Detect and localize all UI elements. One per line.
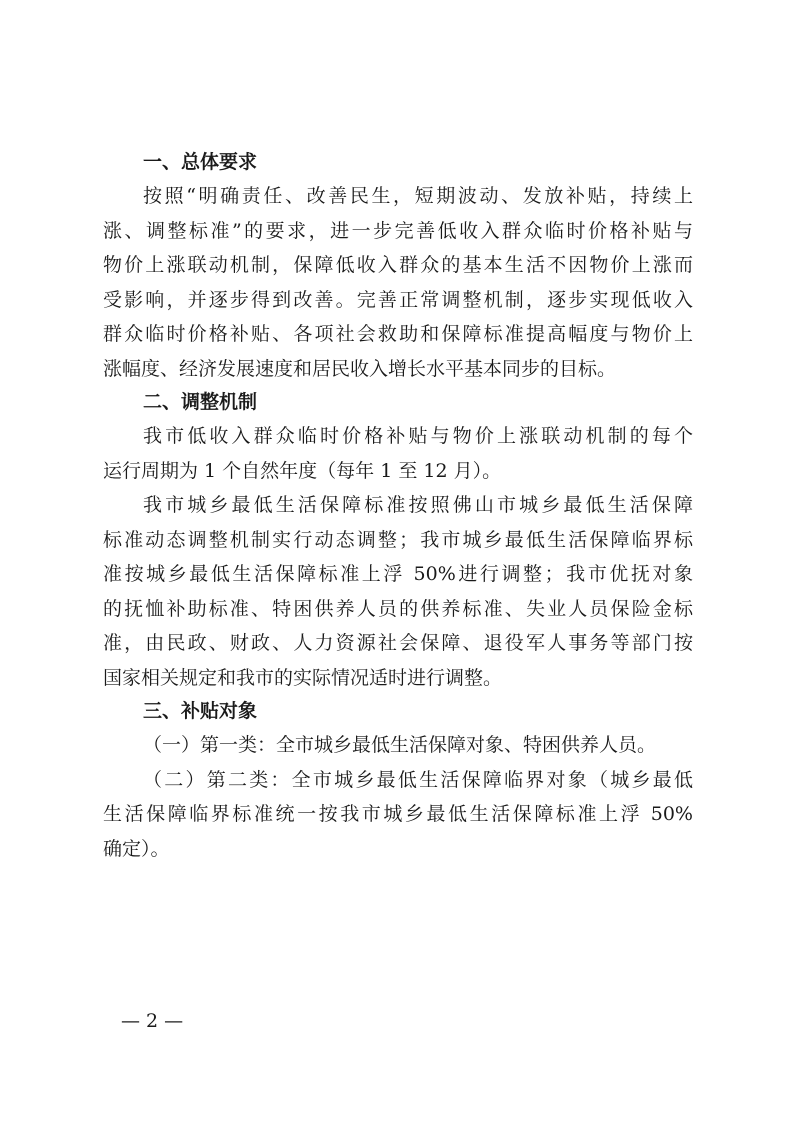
- text-line: 国家相关规定和我市的实际情况适时进行调整。: [103, 666, 503, 689]
- text-line: 确定）。: [103, 837, 170, 860]
- text-line: 按照“明确责任、改善民生，短期波动、发放补贴，持续上: [143, 185, 693, 207]
- text-line: 涨、调整标准”的要求，进一步完善低收入群众临时价格补贴与: [103, 219, 693, 242]
- text-line: 物价上涨联动机制，保障低收入群众的基本生活不因物价上涨而: [103, 254, 693, 276]
- text-line: 我市低收入群众临时价格补贴与物价上涨联动机制的每个: [143, 425, 693, 447]
- page-number: — 2 —: [121, 1010, 184, 1032]
- paragraph-category-two: [103, 763, 693, 867]
- paragraph-standard-adjustment: [103, 488, 693, 695]
- section-heading-subsidy-recipients: 三、补贴对象: [143, 700, 258, 722]
- text-line: 准按城乡最低生活保障标准上浮 50%进行调整；我市优抚对象: [103, 563, 693, 585]
- text-line: （二）第二类：全市城乡最低生活保障临界对象（城乡最低: [143, 768, 693, 791]
- text-line: 的抚恤补助标准、特困供养人员的供养标准、失业人员保险金标: [103, 597, 693, 620]
- section-heading-adjustment-mechanism: 二、调整机制: [143, 391, 258, 413]
- paragraph-overall-requirements: [103, 179, 693, 386]
- document-body: [103, 146, 693, 866]
- text-line: 受影响，并逐步得到改善。完善正常调整机制，逐步实现低收入: [103, 288, 693, 311]
- text-line: （一）第一类：全市城乡最低生活保障对象、特困供养人员。: [143, 734, 657, 756]
- text-line: 生活保障临界标准统一按我市城乡最低生活保障标准上浮 50%: [103, 803, 693, 825]
- paragraph-operation-cycle: [103, 419, 693, 488]
- paragraph-category-one: [103, 728, 693, 763]
- text-line: 运行周期为 1 个自然年度（每年 1 至 12 月）。: [103, 459, 502, 482]
- text-line: 我市城乡最低生活保障标准按照佛山市城乡最低生活保障: [143, 494, 693, 516]
- text-line: 涨幅度、经济发展速度和居民收入增长水平基本同步的目标。: [103, 357, 617, 380]
- section-heading-overall-requirements: 一、总体要求: [143, 151, 258, 173]
- text-line: 准，由民政、财政、人力资源社会保障、退役军人事务等部门按: [103, 632, 693, 654]
- text-line: 标准动态调整机制实行动态调整；我市城乡最低生活保障临界标: [103, 528, 693, 551]
- text-line: 群众临时价格补贴、各项社会救助和保障标准提高幅度与物价上: [103, 323, 693, 345]
